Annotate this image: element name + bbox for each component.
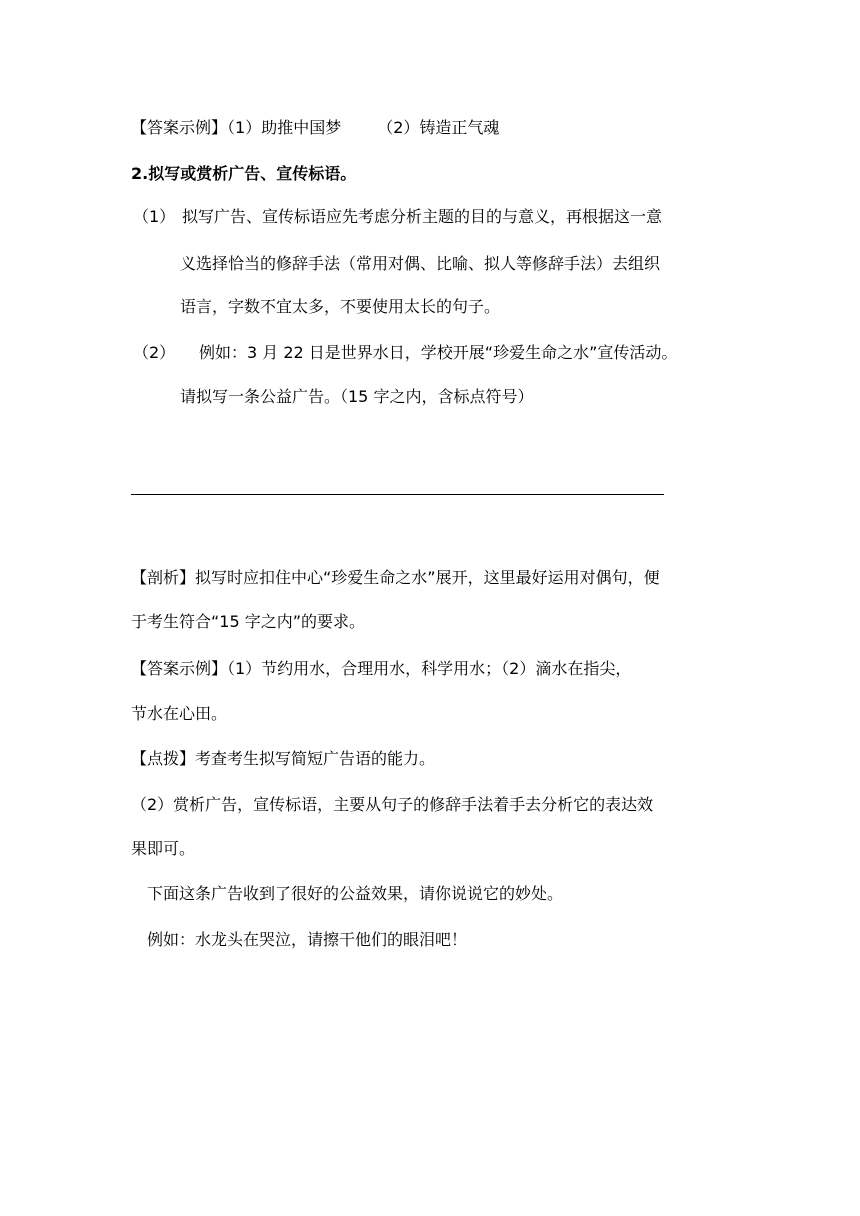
answer2-line-1: 【答案示例】（1）节约用水，合理用水，科学用水；（2）滴水在指尖， xyxy=(131,659,632,678)
answer-item-2: （2）铸造正气魂 xyxy=(377,118,500,137)
item2-marker: （2） xyxy=(133,343,176,362)
example-line: 例如：水龙头在哭泣，请擦干他们的眼泪吧！ xyxy=(147,930,468,949)
appreciation-line-1: （2）赏析广告，宣传标语，主要从句子的修辞手法着手去分析它的表达效 xyxy=(131,795,654,814)
analysis-line-1: 【剖析】拟写时应扣住中心“珍爱生命之水”展开，这里最好运用对偶句，便 xyxy=(131,568,660,587)
analysis-line-2: 于考生符合“15 字之内”的要求。 xyxy=(131,612,366,631)
item1-line-3: 语言，字数不宜太多，不要使用太长的句子。 xyxy=(180,297,501,316)
item1-marker: （1） xyxy=(133,207,176,226)
appreciation-line-2: 果即可。 xyxy=(131,839,196,858)
item2-line-2: 请拟写一条公益广告。（15 字之内，含标点符号） xyxy=(180,387,534,406)
item1-line-1: 拟写广告、宣传标语应先考虑分析主题的目的与意义，再根据这一意 xyxy=(182,207,663,226)
prompt-line: 下面这条广告收到了很好的公益效果，请你说说它的妙处。 xyxy=(147,884,564,903)
answer-blank-line xyxy=(131,494,664,495)
tip-line: 【点拨】考查考生拟写简短广告语的能力。 xyxy=(131,749,436,768)
answer-item-1: （1）助推中国梦 xyxy=(227,118,342,137)
answer-example-line xyxy=(131,117,499,139)
section-heading: 2.拟写或赏析广告、宣传标语。 xyxy=(131,164,357,183)
item1-line-2: 义选择恰当的修辞手法（常用对偶、比喻、拟人等修辞手法）去组织 xyxy=(180,254,661,273)
item2-line-1: 例如：3 月 22 日是世界水日，学校开展“珍爱生命之水”宣传活动。 xyxy=(199,343,678,362)
answer2-line-2: 节水在心田。 xyxy=(131,704,228,723)
answer-label: 【答案示例】 xyxy=(131,118,228,137)
